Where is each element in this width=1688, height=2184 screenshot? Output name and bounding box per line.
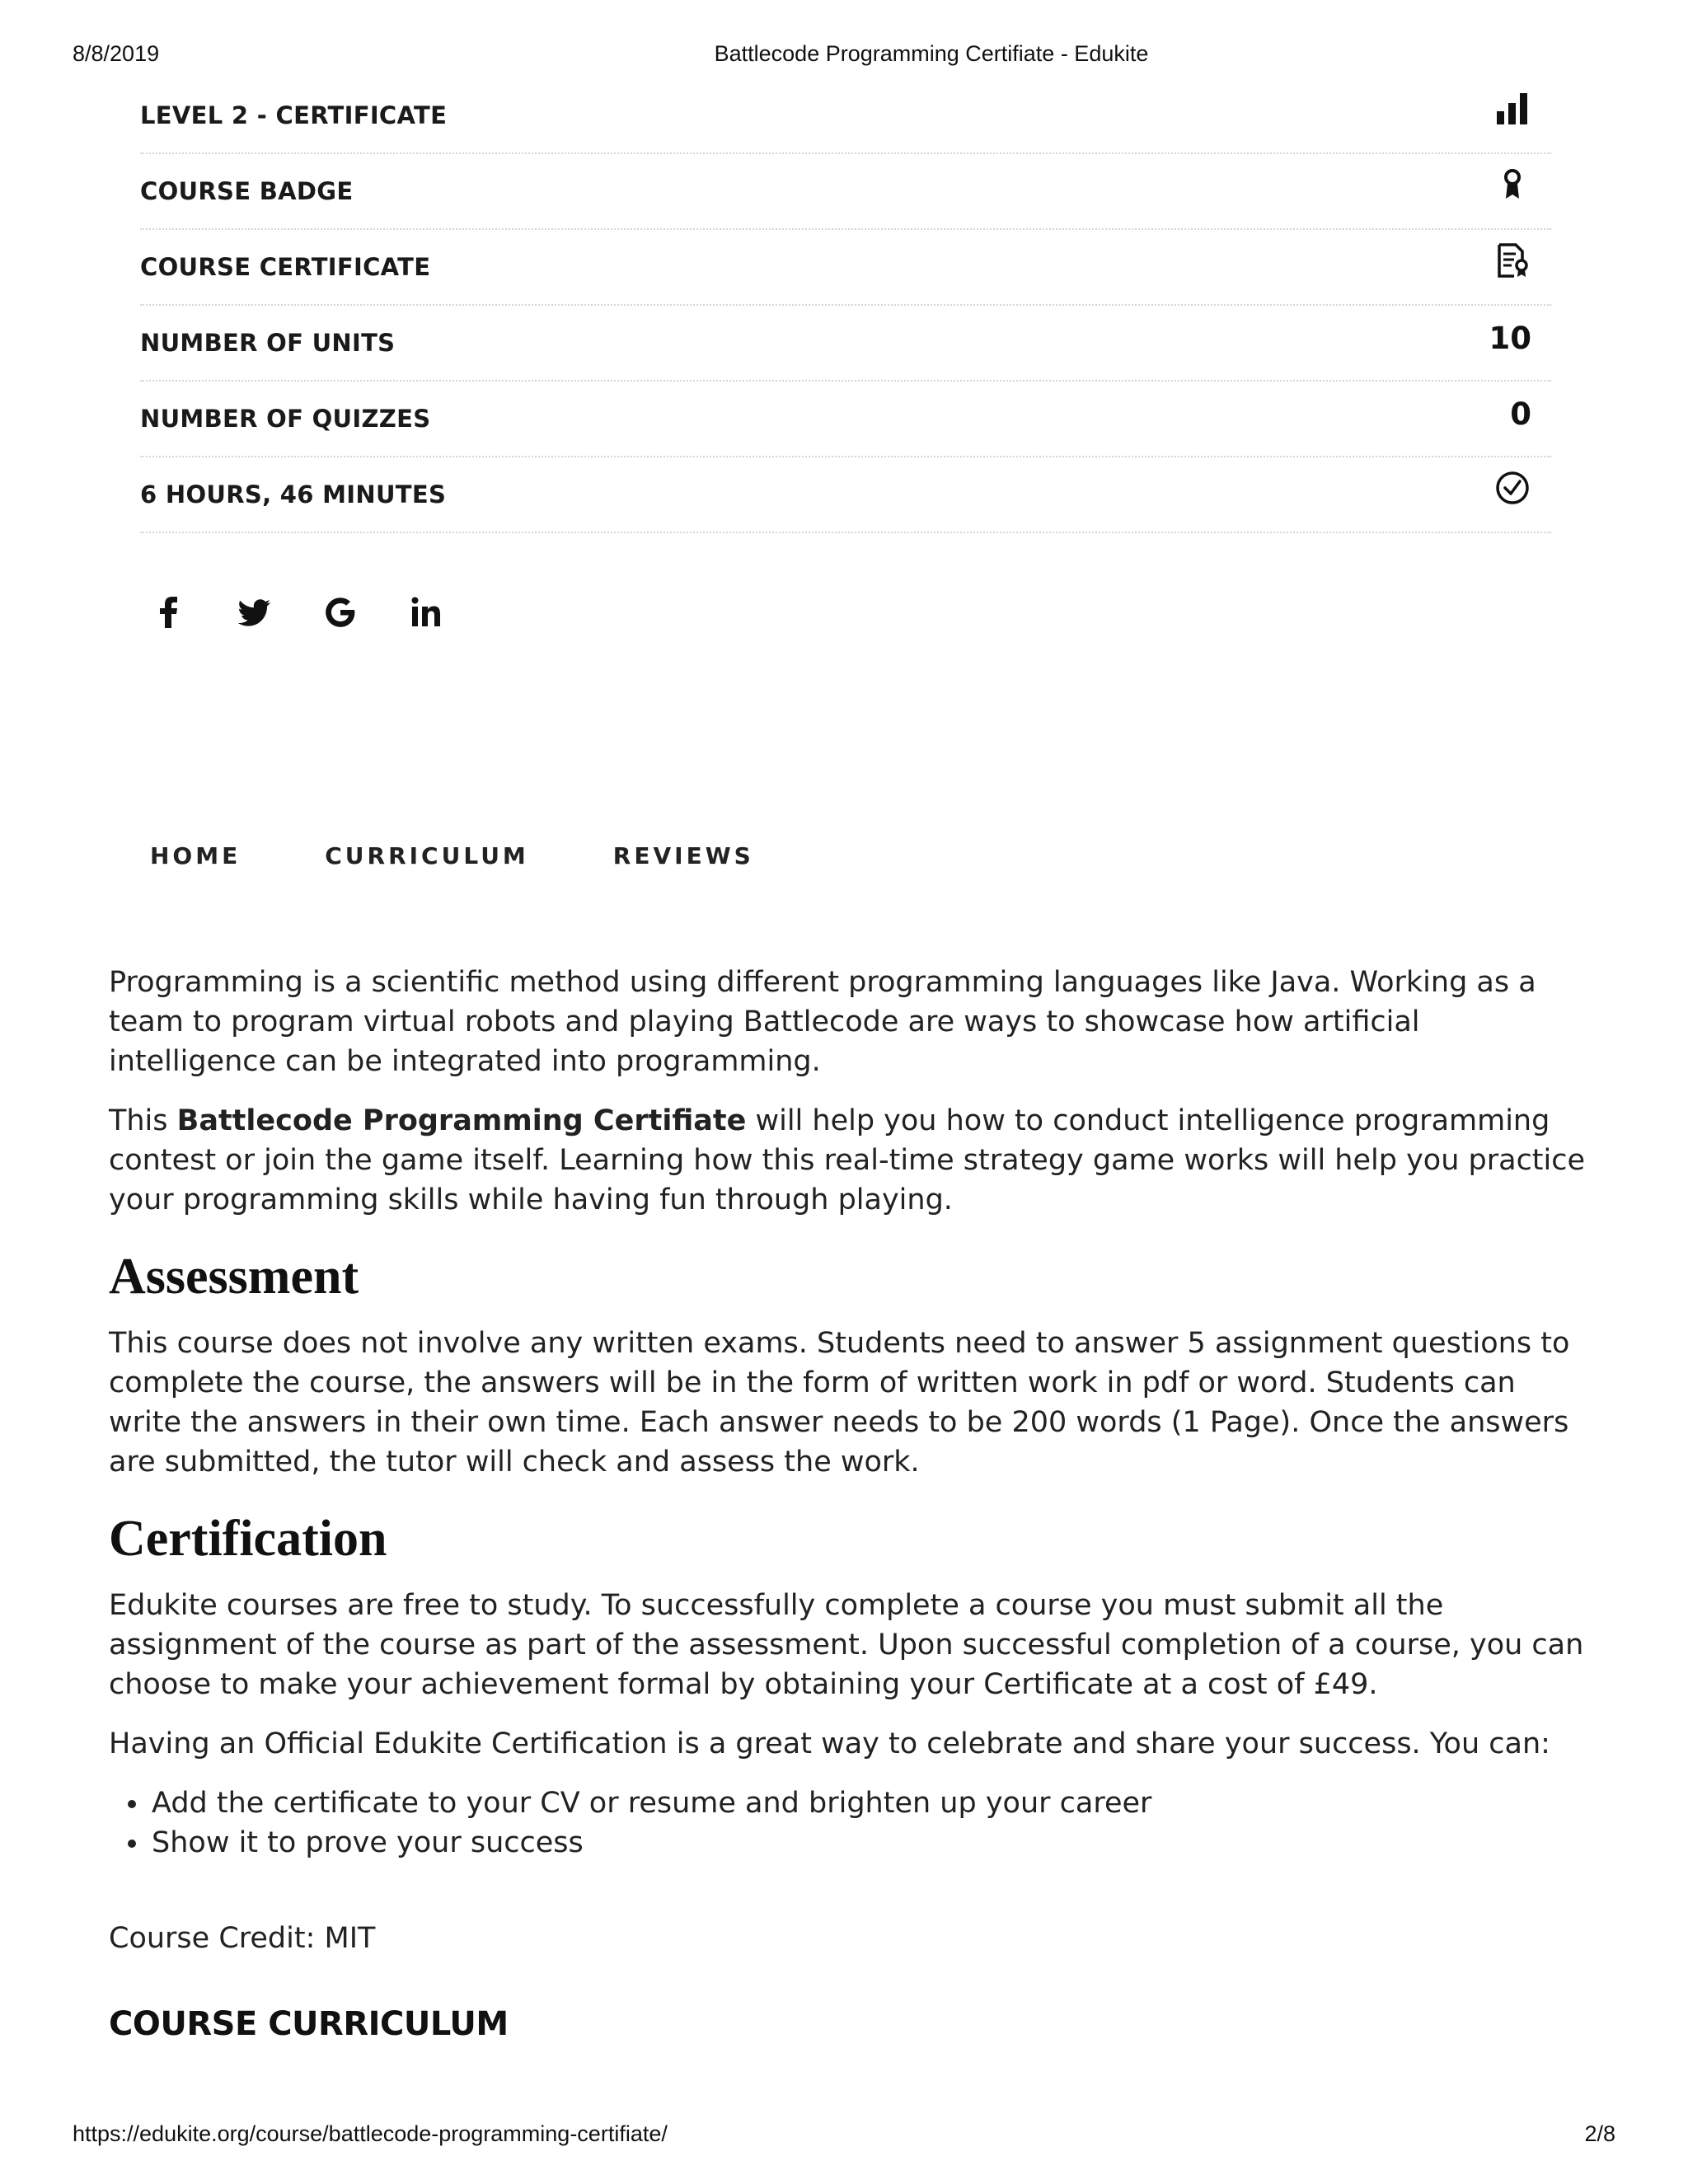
- course-stats-list: [140, 78, 1551, 533]
- course-summary-paragraph: [109, 1101, 1592, 1220]
- stat-row-duration: [140, 457, 1551, 533]
- stat-label-level: LEVEL 2 - CERTIFICATE: [140, 101, 448, 129]
- twitter-icon[interactable]: [234, 592, 275, 633]
- certification-heading: Certification: [109, 1511, 387, 1567]
- summary-suffix: will help you how to conduct intelligence programming contest or join the game itself. Learning how this real-time strategy game works will help you practice your programming skills while having fun through playing.: [109, 1104, 1586, 1216]
- bar-chart-icon: [1493, 90, 1531, 128]
- linkedin-icon[interactable]: [406, 592, 447, 633]
- course-credit: Course Credit: MIT: [109, 1922, 376, 1955]
- print-title: Battlecode Programming Certifiate - Edukite: [714, 41, 1149, 66]
- stat-label-badge: COURSE BADGE: [140, 177, 354, 205]
- google-icon[interactable]: [320, 592, 361, 633]
- stat-row-units: [140, 306, 1551, 382]
- course-description: [109, 963, 1592, 2044]
- stat-row-level: [140, 78, 1551, 154]
- benefits-list: [109, 1783, 1592, 1863]
- assessment-heading: Assessment: [109, 1249, 359, 1305]
- print-url: https://edukite.org/course/battlecode-programming-certifiate/: [73, 2121, 668, 2146]
- facebook-icon[interactable]: [148, 592, 190, 633]
- badge-icon: [1493, 166, 1531, 204]
- stat-row-quizzes: [140, 382, 1551, 457]
- course-name: Battlecode Programming Certifiate: [176, 1104, 747, 1137]
- stat-row-badge: [140, 154, 1551, 230]
- summary-prefix: This: [109, 1104, 177, 1137]
- stat-value-units: 10: [1489, 321, 1531, 356]
- stat-label-certificate: COURSE CERTIFICATE: [140, 253, 431, 281]
- print-date: 8/8/2019: [73, 41, 160, 66]
- print-page-number: 2/8: [1584, 2121, 1615, 2146]
- assessment-paragraph: This course does not involve any written exams. Students need to answer 5 assignment questions to complete the course, the answers will be in the form of written work in pdf or word. Students can write the answers in their own time. Each answer needs to be 200 words (1 Page). Once the answers are submitted, the tutor will check and assess the work.: [109, 1327, 1570, 1479]
- certification-paragraph: Edukite courses are free to study. To successfully complete a course you must submit all the assignment of the course as part of the assessment. Upon successful completion of a course, you can choose to make your achievement formal by obtaining your Certificate at a cost of £49.: [109, 1589, 1584, 1701]
- stat-label-units: NUMBER OF UNITS: [140, 329, 396, 357]
- tab-home[interactable]: HOME: [150, 842, 241, 869]
- clock-check-icon: [1493, 469, 1531, 507]
- course-curriculum-heading: COURSE CURRICULUM: [109, 2005, 509, 2043]
- stat-row-certificate: [140, 230, 1551, 306]
- certification-benefits-intro: Having an Official Edukite Certification is a great way to celebrate and share your success. You can:: [109, 1727, 1550, 1760]
- list-item: • Show it to prove your success: [150, 1823, 1592, 1863]
- stat-value-quizzes: 0: [1510, 396, 1531, 432]
- course-tabs: [150, 842, 754, 869]
- tab-reviews[interactable]: REVIEWS: [612, 842, 754, 869]
- stat-label-duration: 6 HOURS, 46 MINUTES: [140, 480, 447, 509]
- social-share-bar: [148, 592, 447, 633]
- intro-paragraph: Programming is a scientific method using different programming languages like Java. Working as a team to program virtual robots and playing Battlecode are ways to showcase how artificial intelligence can be integrated into programming.: [109, 966, 1536, 1078]
- list-item: • Add the certificate to your CV or resume and brighten up your career: [150, 1783, 1592, 1823]
- stat-label-quizzes: NUMBER OF QUIZZES: [140, 405, 431, 433]
- tab-curriculum[interactable]: CURRICULUM: [325, 842, 529, 869]
- certificate-icon: [1493, 241, 1531, 279]
